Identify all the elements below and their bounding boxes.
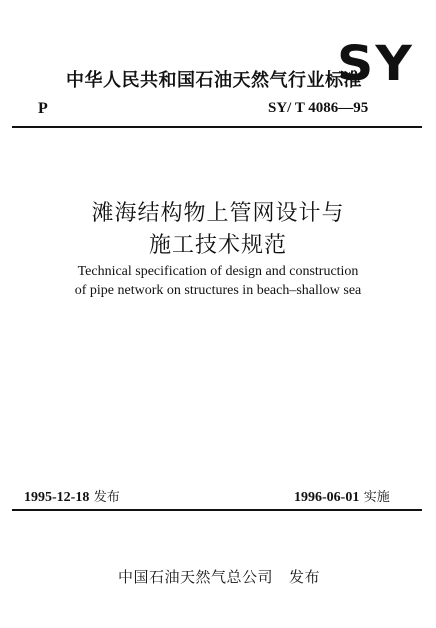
implement-label: 实施 bbox=[363, 490, 390, 505]
chinese-title-line-2: 施工技术规范 bbox=[148, 233, 287, 258]
implement-date-block bbox=[294, 486, 390, 506]
bottom-divider bbox=[12, 509, 422, 511]
publisher-action: 发布 bbox=[289, 568, 321, 586]
standard-type-title: 中华人民共和国石油天然气行业标准 bbox=[66, 70, 362, 91]
english-title-line-2: of pipe network on structures in beach–shallow sea bbox=[74, 283, 362, 298]
sy-logo: SY bbox=[337, 36, 414, 92]
issue-date-block bbox=[24, 486, 120, 506]
chinese-title-line-1: 滩海结构物上管网设计与 bbox=[91, 201, 345, 226]
issue-date: 1995-12-18 bbox=[24, 490, 90, 505]
english-title-line-1: Technical specification of design and construction bbox=[77, 264, 359, 279]
issue-label: 发布 bbox=[93, 490, 120, 505]
top-divider bbox=[12, 126, 422, 128]
implement-date: 1996-06-01 bbox=[294, 490, 360, 505]
standard-number: SY/ T 4086—95 bbox=[268, 100, 369, 116]
publisher-name: 中国石油天然气总公司 bbox=[118, 568, 274, 586]
category-letter: P bbox=[38, 100, 48, 117]
publisher-line bbox=[118, 566, 320, 587]
